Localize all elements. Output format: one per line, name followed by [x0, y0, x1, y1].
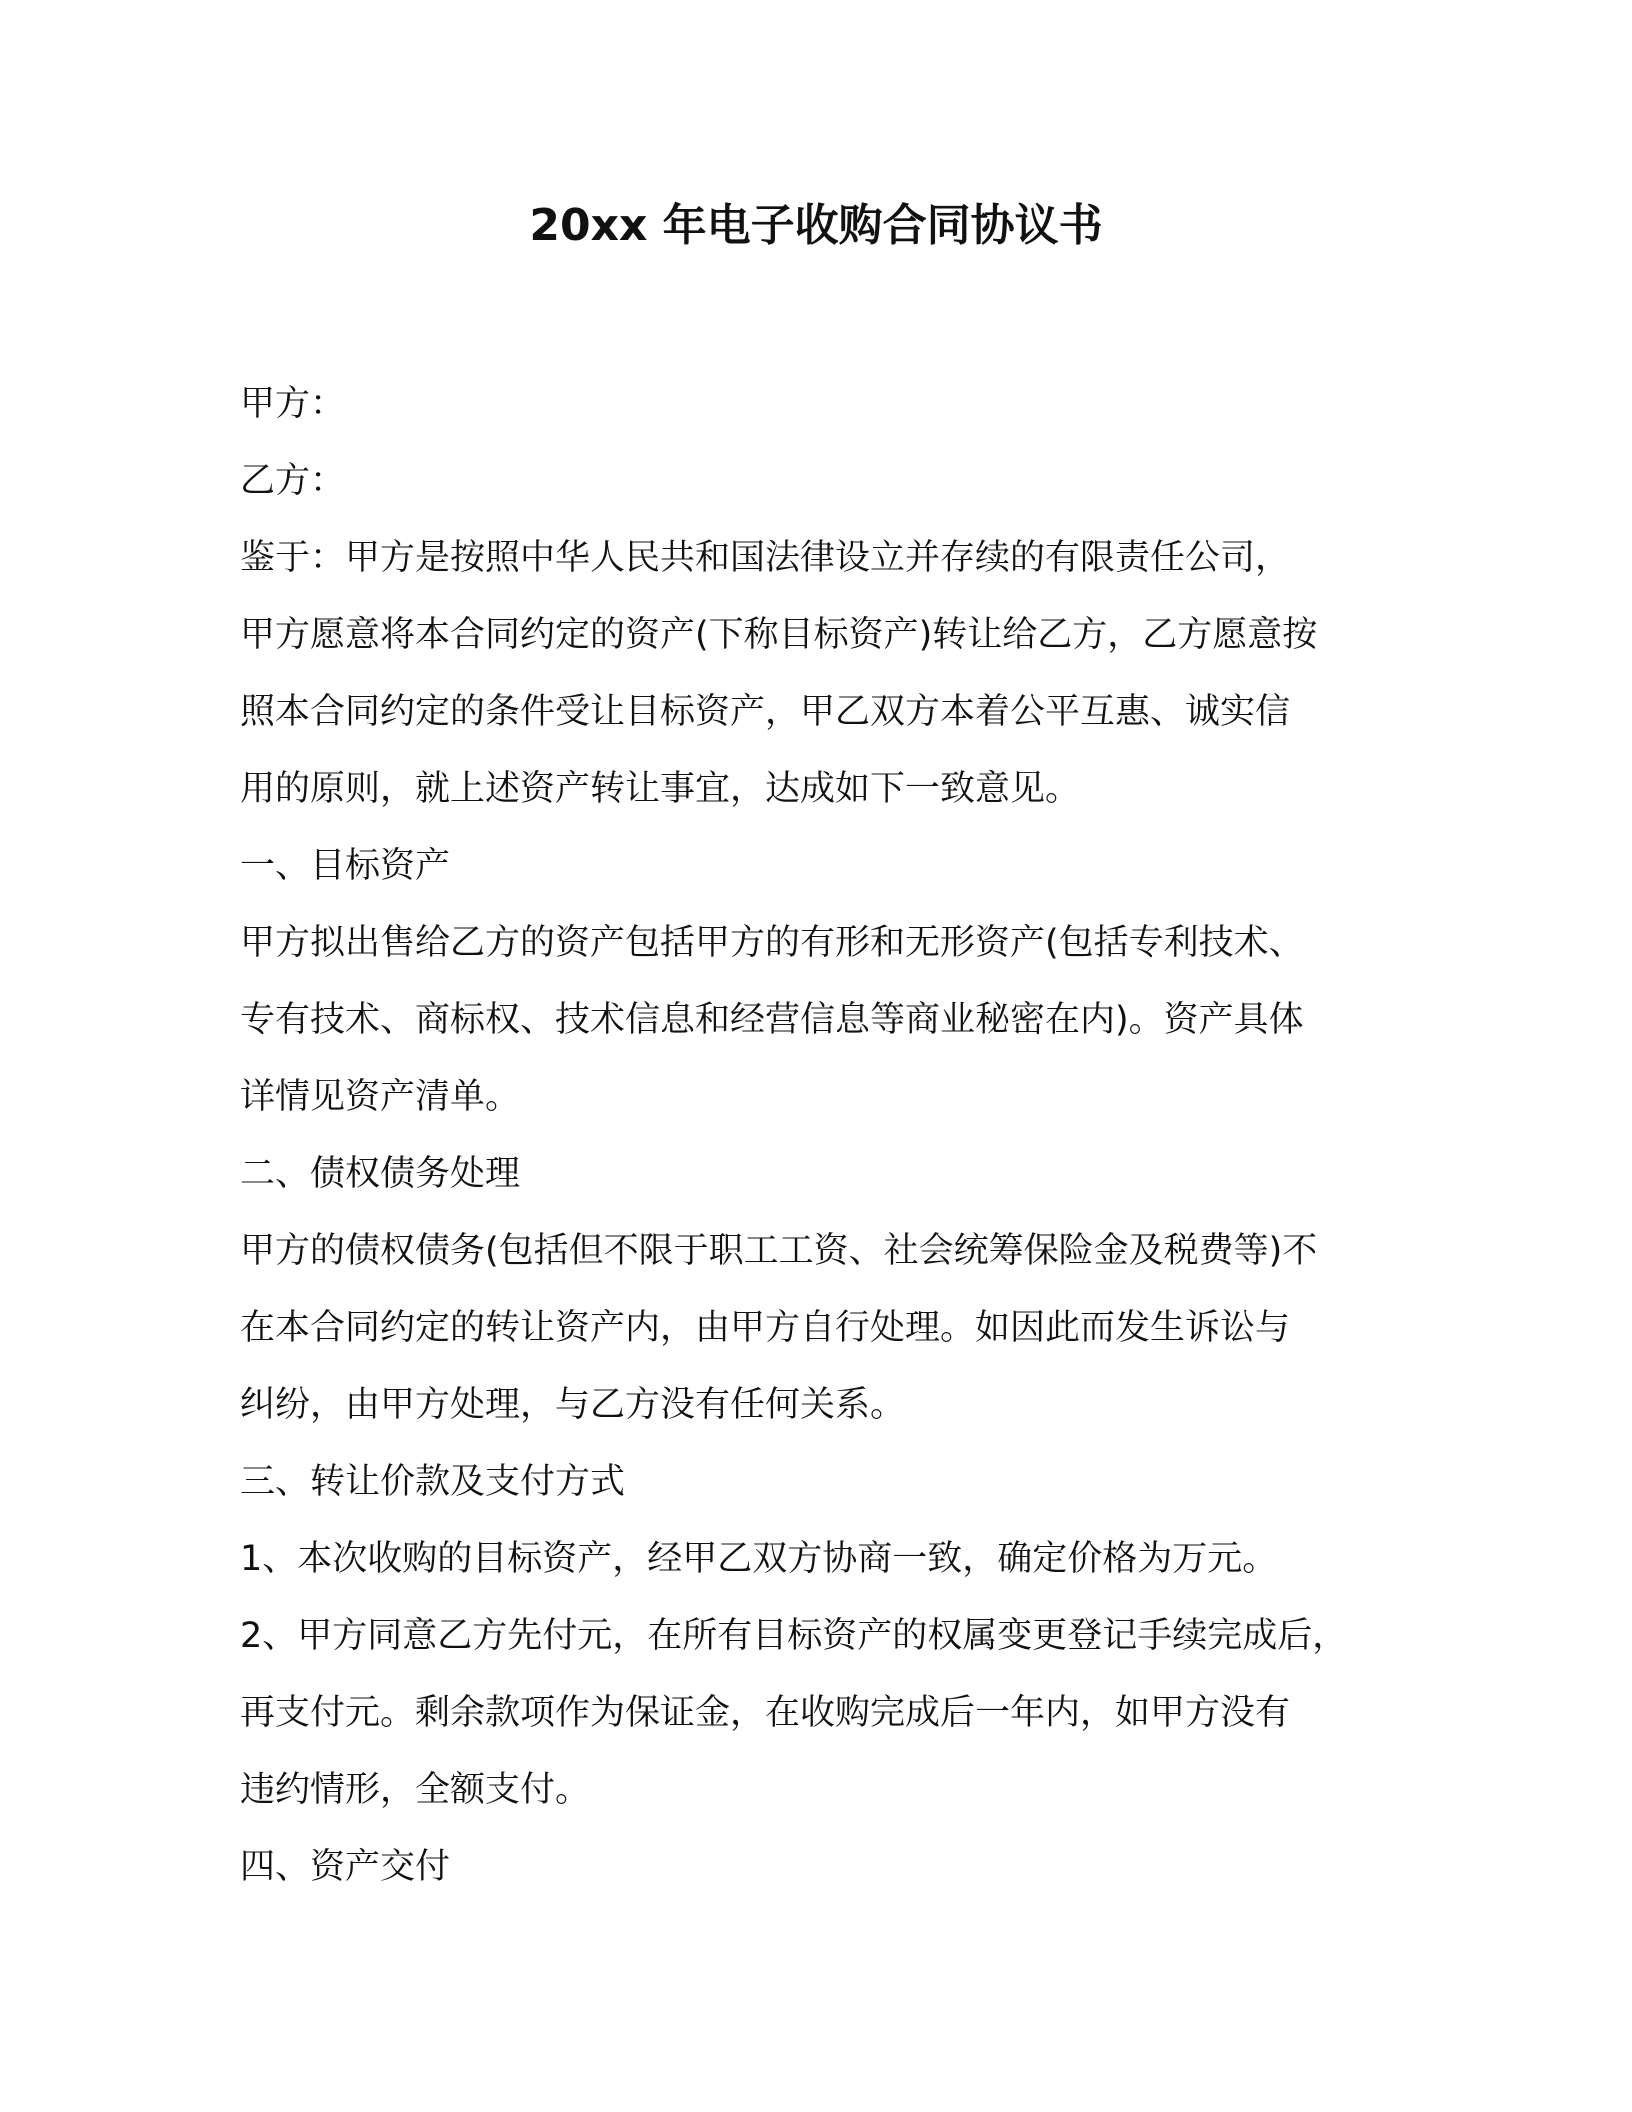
- preamble-line: 鉴于：甲方是按照中华人民共和国法律设立并存续的有限责任公司，: [240, 538, 1291, 578]
- party-b-line: 乙方：: [240, 461, 346, 501]
- clause-line: 再支付元。剩余款项作为保证金，在收购完成后一年内，如甲方没有: [240, 1693, 1291, 1733]
- section-text-line: 甲方拟出售给乙方的资产包括甲方的有形和无形资产(包括专利技术、: [240, 923, 1304, 963]
- clause-line: 2、甲方同意乙方先付元，在所有目标资产的权属变更登记手续完成后，: [240, 1616, 1348, 1656]
- section-heading: 二、债权债务处理: [240, 1154, 521, 1194]
- section-text-line: 纠纷，由甲方处理，与乙方没有任何关系。: [240, 1385, 906, 1425]
- section-text-line: 专有技术、商标权、技术信息和经营信息等商业秘密在内)。资产具体: [240, 1000, 1304, 1040]
- preamble-line: 甲方愿意将本合同约定的资产(下称目标资产)转让给乙方，乙方愿意按: [240, 615, 1318, 655]
- preamble-line: 照本合同约定的条件受让目标资产，甲乙双方本着公平互惠、诚实信: [240, 692, 1291, 732]
- document-title: 20xx 年电子收购合同协议书: [529, 200, 1103, 251]
- section-heading: 一、目标资产: [240, 846, 451, 886]
- section-heading: 四、资产交付: [240, 1847, 451, 1887]
- section-text-line: 详情见资产清单。: [240, 1077, 521, 1117]
- party-a-line: 甲方：: [240, 384, 346, 424]
- clause-line: 违约情形，全额支付。: [240, 1770, 591, 1810]
- section-text-line: 甲方的债权债务(包括但不限于职工工资、社会统筹保险金及税费等)不: [240, 1231, 1318, 1271]
- section-heading: 三、转让价款及支付方式: [240, 1462, 626, 1502]
- clause-line: 1、本次收购的目标资产，经甲乙双方协商一致，确定价格为万元。: [240, 1539, 1278, 1579]
- preamble-line: 用的原则，就上述资产转让事宜，达成如下一致意见。: [240, 769, 1081, 809]
- document-body: [240, 366, 1420, 1906]
- section-text-line: 在本合同约定的转让资产内，由甲方自行处理。如因此而发生诉讼与: [240, 1308, 1291, 1348]
